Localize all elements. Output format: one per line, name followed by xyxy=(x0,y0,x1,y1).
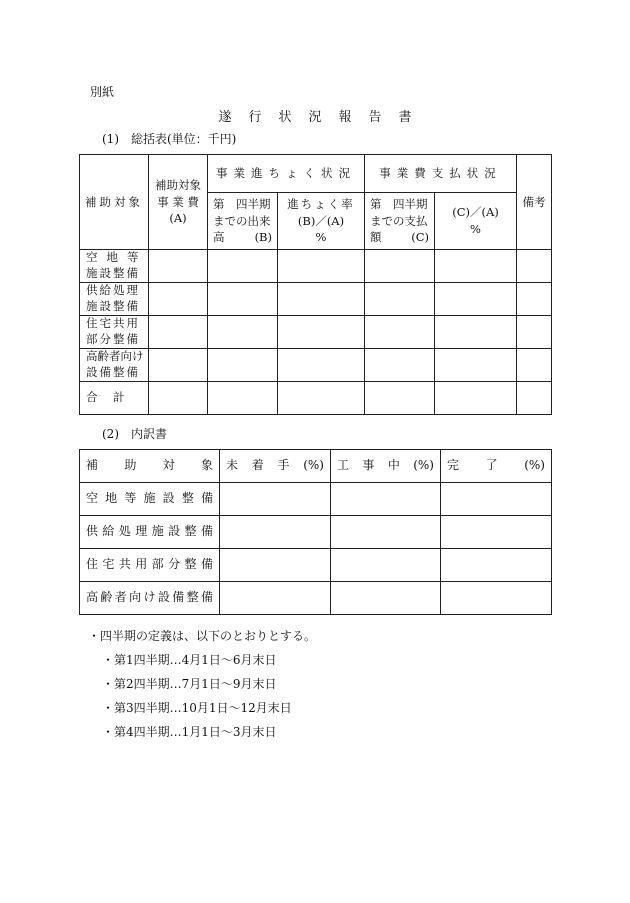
summary-row-supply xyxy=(80,283,552,316)
summary-header-cost-line1: 補助対象 xyxy=(155,177,201,192)
breakdown-cell-completed[interactable] xyxy=(441,582,552,615)
breakdown-cell-not-started[interactable] xyxy=(220,549,331,582)
summary-header-quarter-paid-line1: 第 四半期 xyxy=(370,196,428,211)
summary-header-payment-ratio xyxy=(435,193,517,250)
summary-cell-remarks[interactable] xyxy=(517,316,552,349)
summary-row-label-line2: 施設整備 xyxy=(86,299,140,313)
summary-row-label-line2: 部分整備 xyxy=(86,332,140,346)
quarter-note-item: ・第3四半期…10月1日～12月末日 xyxy=(102,701,292,715)
summary-cell-progress-rate[interactable] xyxy=(278,349,365,382)
attachment-label: 別紙 xyxy=(90,85,115,99)
breakdown-row-label-text: 空地等施設整備 xyxy=(86,491,213,506)
breakdown-header-row xyxy=(80,450,552,483)
summary-cell-quarter-paid[interactable] xyxy=(365,349,435,382)
breakdown-header-in-progress xyxy=(331,450,441,483)
breakdown-header-completed-label: 完了(%) xyxy=(447,458,545,473)
summary-cell-cost[interactable] xyxy=(149,283,208,316)
breakdown-row-supply xyxy=(80,516,552,549)
summary-row-elderly xyxy=(80,349,552,382)
breakdown-row-label xyxy=(80,516,220,549)
quarter-notes xyxy=(88,624,316,744)
summary-cell-payment-ratio[interactable] xyxy=(435,283,517,316)
summary-table xyxy=(79,154,552,415)
summary-cell-remarks[interactable] xyxy=(517,283,552,316)
summary-header-quarter-done-line3-a: 高 xyxy=(213,230,225,245)
breakdown-row-label xyxy=(80,549,220,582)
summary-cell-remarks[interactable] xyxy=(517,349,552,382)
summary-header-progress-rate xyxy=(278,193,365,250)
summary-cell-remarks[interactable] xyxy=(517,382,552,415)
breakdown-cell-in-progress[interactable] xyxy=(331,483,441,516)
document-title: 遂行状況報告書 xyxy=(218,110,429,125)
summary-cell-payment-ratio[interactable] xyxy=(435,382,517,415)
summary-cell-quarter-done[interactable] xyxy=(208,283,278,316)
breakdown-cell-completed[interactable] xyxy=(441,483,552,516)
summary-row-label-line1: 供給処理 xyxy=(86,283,140,298)
breakdown-cell-completed[interactable] xyxy=(441,516,552,549)
breakdown-header-target xyxy=(80,450,220,483)
section2-heading: (2) 内訳書 xyxy=(102,427,167,441)
quarter-note-item: ・第2四半期…7月1日～9月末日 xyxy=(102,677,277,691)
breakdown-table xyxy=(79,449,552,615)
summary-cell-cost[interactable] xyxy=(149,250,208,283)
summary-header-quarter-done-line3 xyxy=(213,229,272,246)
summary-cell-payment-ratio[interactable] xyxy=(435,316,517,349)
summary-header-quarter-paid-line2: までの支払 xyxy=(370,213,428,228)
summary-cell-payment-ratio[interactable] xyxy=(435,349,517,382)
breakdown-row-label-text: 供給処理施設整備 xyxy=(86,524,213,539)
summary-header-quarter-paid-line3 xyxy=(370,229,429,246)
summary-header-remarks: 備考 xyxy=(517,155,552,250)
summary-cell-cost[interactable] xyxy=(149,349,208,382)
breakdown-row-housing-common xyxy=(80,549,552,582)
summary-header-target xyxy=(80,155,149,250)
summary-cell-quarter-done[interactable] xyxy=(208,349,278,382)
breakdown-row-label-text: 高齢者向け設備整備 xyxy=(86,590,213,605)
summary-header-progress-rate-line1: 進ちょく率 xyxy=(287,196,355,211)
summary-cell-quarter-paid[interactable] xyxy=(365,316,435,349)
breakdown-header-not-started xyxy=(220,450,331,483)
breakdown-cell-completed[interactable] xyxy=(441,549,552,582)
summary-cell-cost[interactable] xyxy=(149,316,208,349)
quarter-note-item: ・第1四半期…4月1日～6月末日 xyxy=(102,653,277,667)
summary-header-quarter-done-line3-b: (B) xyxy=(254,230,272,245)
breakdown-row-label xyxy=(80,582,220,615)
summary-header-progress-rate-line3: % xyxy=(315,230,327,245)
summary-row-label xyxy=(80,316,149,349)
summary-header-payment-group: 事業費支払状況 xyxy=(365,155,517,193)
breakdown-row-open-space xyxy=(80,483,552,516)
summary-header-cost xyxy=(149,155,208,250)
summary-total-label xyxy=(80,382,149,415)
quarter-notes-intro: ・四半期の定義は、以下のとおりとする。 xyxy=(88,629,317,643)
summary-cell-progress-rate[interactable] xyxy=(278,283,365,316)
summary-header-quarter-paid-line3-b: (C) xyxy=(411,230,429,245)
breakdown-cell-in-progress[interactable] xyxy=(331,582,441,615)
summary-row-label-line1: 空地等 xyxy=(86,250,148,265)
summary-row-label xyxy=(80,283,149,316)
summary-row-label-line1: 住宅共用 xyxy=(86,316,140,331)
summary-cell-remarks[interactable] xyxy=(517,250,552,283)
summary-header-quarter-done-line2: までの出来 xyxy=(213,213,271,228)
breakdown-cell-not-started[interactable] xyxy=(220,483,331,516)
summary-header-progress-rate-line2: (B)／(A) xyxy=(297,213,345,228)
summary-cell-cost[interactable] xyxy=(149,382,208,415)
summary-row-label-line2: 設備整備 xyxy=(86,365,140,379)
quarter-note-item: ・第4四半期…1月1日～3月末日 xyxy=(102,725,277,739)
summary-header-payment-ratio-line1: (C)／(A) xyxy=(452,205,499,220)
summary-cell-quarter-paid[interactable] xyxy=(365,382,435,415)
summary-cell-quarter-paid[interactable] xyxy=(365,250,435,283)
summary-row-total xyxy=(80,382,552,415)
summary-row-label-line1: 高齢者向け xyxy=(86,349,144,364)
summary-cell-quarter-done[interactable] xyxy=(208,382,278,415)
breakdown-row-elderly xyxy=(80,582,552,615)
summary-cell-progress-rate[interactable] xyxy=(278,382,365,415)
summary-header-cost-line2: 事 業 費 xyxy=(157,194,199,209)
summary-total-label-text: 合 計 xyxy=(86,390,127,405)
breakdown-row-label-text: 住宅共用部分整備 xyxy=(86,557,213,572)
summary-cell-progress-rate[interactable] xyxy=(278,250,365,283)
summary-cell-quarter-done[interactable] xyxy=(208,250,278,283)
breakdown-header-target-label: 補助対象 xyxy=(86,458,213,473)
summary-header-progress-group: 事業進ちょく状況 xyxy=(208,155,365,193)
summary-cell-quarter-done[interactable] xyxy=(208,316,278,349)
summary-header-cost-line3: (A) xyxy=(169,211,187,226)
breakdown-header-not-started-label: 未着手(%) xyxy=(226,458,324,473)
breakdown-cell-not-started[interactable] xyxy=(220,516,331,549)
breakdown-cell-in-progress[interactable] xyxy=(331,516,441,549)
summary-header-row xyxy=(80,155,552,193)
summary-header-target-label: 補助対象 xyxy=(85,194,143,209)
summary-cell-quarter-paid[interactable] xyxy=(365,283,435,316)
summary-row-open-space xyxy=(80,250,552,283)
summary-header-quarter-done-line1: 第 四半期 xyxy=(213,196,271,211)
summary-header-payment-ratio-line2: % xyxy=(470,222,481,236)
summary-header-quarter-paid-line3-a: 額 xyxy=(370,230,382,245)
breakdown-row-label xyxy=(80,483,220,516)
breakdown-cell-not-started[interactable] xyxy=(220,582,331,615)
section1-heading: (1) 総括表(単位：千円) xyxy=(102,132,237,146)
summary-row-label xyxy=(80,349,149,382)
summary-cell-progress-rate[interactable] xyxy=(278,316,365,349)
summary-row-label xyxy=(80,250,149,283)
summary-header-quarter-paid xyxy=(365,193,435,250)
breakdown-header-completed xyxy=(441,450,552,483)
summary-header-quarter-done xyxy=(208,193,278,250)
summary-row-label-line2: 施設整備 xyxy=(86,266,140,280)
summary-cell-payment-ratio[interactable] xyxy=(435,250,517,283)
breakdown-header-in-progress-label: 工事中(%) xyxy=(337,458,434,473)
summary-row-housing-common xyxy=(80,316,552,349)
breakdown-cell-in-progress[interactable] xyxy=(331,549,441,582)
